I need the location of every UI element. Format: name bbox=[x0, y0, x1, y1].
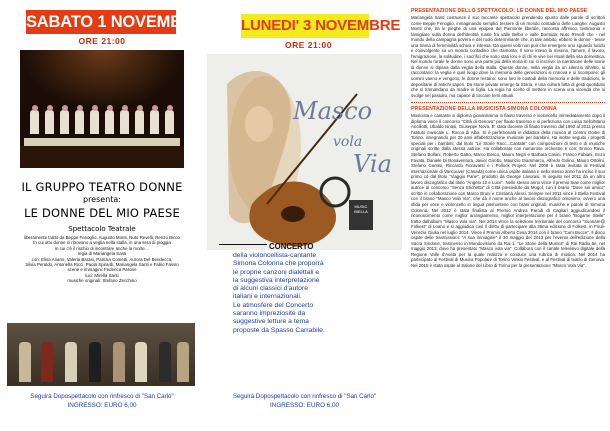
left-entry-price: INGRESSO: EURO 6,00 bbox=[67, 402, 137, 409]
concert-line: italiani e internazionali. bbox=[233, 293, 302, 301]
album-text-vola: vola bbox=[333, 134, 363, 150]
credit-line: scene e immagini: Federica Parone bbox=[67, 267, 137, 273]
presenta-label: presenta: bbox=[82, 195, 121, 204]
middle-event-column bbox=[207, 0, 402, 431]
album-text-via: Via bbox=[353, 150, 392, 178]
left-time: ORE 21:00 bbox=[78, 36, 126, 46]
concert-line: suggestive letture a tema bbox=[233, 318, 309, 326]
show-presentation-body: Mariangela Santi costruisce il suo toccante spettacolo prendendo spunto dalle parole di scrittori come Beppe Fenoglio, inmaginando semplici tessere di un mondo contadino delle Langhe: Augusto Monti che, tra le pieghe di una epopea del Piemonte liberale, racconta affresco, testimonia e famigliare sulla donna dell'identità rurale fra valle Belbo e valle Bormida; Nuto Revelli che - nel mondo della campagna povera e del ruolo determinante che, in tale ambito, ebbero le donne - tesse una trama di femminilità schiva e intensa. Da questi volti non può che emergere uno sguardo lucido e coinvolgente su un mondo contadino che tramonta. Il sono inteso la miseria, l'amore, il lavoro, l'emigrazione, la solitudine, i sacrifici che sono stati loro e di chi le vive nei rituali della vita domestica. Nel mondo rurale le donne sono una parte più della storia in cui si inscrive: la narrazione delle storie di donne si dipana dalla veglia della stalla. Queste donne, nella veglia da un silenzio all'altro, si raccontano: la veglia è quel luogo dove la memoria delle generazioni si rinnova e si ricompone; gli uomini vanno e vengono, le donne restano: sono loro le custodi della memoria e delle tradizioni, le depositarie di antichi saperi. Da storie private emerge la Storia, e una cultura fatta di gesti quotidiani che si tramandano da madre in figlia. La regia ha scelto di mettere in scena una vicenda che si svolge nel passato, ma capace di toccare temi attuali. bbox=[411, 15, 605, 98]
show-subtitle: Spettacolo Teatrale bbox=[68, 225, 136, 233]
concert-line: Le atmosfere del Concerto bbox=[233, 301, 314, 309]
concert-line: saranno impreziosite da bbox=[233, 310, 306, 318]
middle-afterparty-note: Seguirà Dopospettacolo con rinfresco di "San Carlo" bbox=[232, 393, 377, 400]
theater-stage-photo bbox=[20, 50, 184, 168]
credit-line: musiche originali: Stefano Zecchino bbox=[67, 278, 137, 284]
group-name: IL GRUPPO TEATRO DONNE bbox=[21, 180, 183, 194]
left-event-column bbox=[0, 0, 204, 431]
concert-line: Simona Colonna che proporrà bbox=[233, 260, 324, 268]
theater-scene-photo bbox=[7, 323, 195, 386]
credit-line: Silvia Peraldo, Antonella Ricci, Paola Spirardi, Mariangela Santi e Fabio Fassio bbox=[25, 262, 179, 268]
credit-line: luci: Mirella Santi bbox=[85, 272, 119, 278]
right-text-column bbox=[405, 0, 610, 431]
music-biella-logo: MUSIC BIELLA bbox=[349, 200, 373, 230]
musician-presentation-body: Musicista e cantante si diploma giovanissima in flauto traverso e violoncello immediatamente dopo il diploma vince il concorso "Città di Genova" per flauto traverso e si perfeziona con Luisa Sello/Mario Ancillotti, Ubaldo Isnasi, Giuseppe Nova. E' stata docente di flauto traverso dal 1993 al 2011 presso l'istituto musicale L. Rocca di Alba. Si è perfezionata in didattica della musica al Centro Goitre di Torino, insegnando per 20 anni alfabetizzazione musicale per bambini. Ha inoltre seguito i progetti speciali per i bambini, dal titolo "Le Storie Racc...Cantate" con composizioni di testi e di musiche originali scritte dalla stessa autrice. Ha collaborato con numerose orchestre e con: Enrico Rava, Stefano Bollani, Roberto Gatto, Marco Bosco, Mauro Negri e Barbara Casini, Franco Fabiani, Enzo Favata, Daniele Di Bonaventura, Javier Girotto, Maurizio Giammarco, Alfredo Golino, Mauro Ottolini, Stefano Cantini, Riccardo Fioravanti e i Pollock Project. Nel 2008 è stata invitata al Festival internazionale di Vancouver (Canada) come unica ospite italiana e nello stesso anno ha inciso il suo primo cd dal titolo "Viaggio Pane", prodotto da George Lavorasi. In seguito nel 2011 da un altro lavoro discografico dal titolo "Angelo 10 e Luce". Nello stesso anno vince il premio Siae come miglior autrice al concorso "Senza Etichetta" di Città presieduto da Mogol, con il brano "Dove sei amico" scritto in collaborazione con Marco Bruni e Cristiana Alessi. Sempre nel 2011 vince il Biella Festival con il brano "Masco Vola Via", che dà il nome anche al lavoro discografico omonimo, ovvero una sfida per voce e violoncello in lingua piemontese con brani originali, musiche e parole di Simona Colonna. Nel 2012 è stata finalista al Premio Andrea Parodi di Cagliari aggiudicandosi il riconoscimento come miglior arrangiamento, miglior interpretazione per il brano "Bogame Steile" tratto dall'album "Masco vola via". Nel 2014 vince la selezione territoriale del concorso "Suonare@ Folkest" di Loano e si aggiudica così il diritto di partecipare alla 36ma edizione di Folkest, in Friuli-Venezia Giulia nel luglio 2014. Vince il Premio Alberto Cesa 2014 con il brano "Cum Bucce". Il disco ospite delle trasmissioni: "A sua immagine" il 30 maggio del 2013 per l'evento dell'edizione della Sacra Sindone, trasmesso in Mondovisione da Rai 1, "Le Storie della Musica" di Rai Radio 6e, nel maggio 2013, dove ha presentato "Masco vola via". Collabora con il canale televisivo digitale della Regione Valle d'Aosta per la quale realizza e conduce una rubrica di musica. Nel 2014 ha partecipato al Festival di Musica Popolare di Torino Vinkio Festival, e al Festival di teatro di Genova. Nel 2015 è stata ospite al Salone del Libro di Torino per la presentazione "Masco Vola Via". bbox=[411, 113, 605, 268]
show-credits bbox=[12, 235, 192, 284]
concert-line: proposte da Spasso Carrabile. bbox=[233, 326, 325, 334]
credit-line: con: Elisa Ariano, Valeria Barasi, Patrizia Cometti, Aurora Del Bendecca, bbox=[31, 256, 173, 262]
middle-date-banner: LUNEDI' 3 NOVEMBRE bbox=[241, 14, 369, 38]
credit-line: in cui c'è il rischio di incontrare anche la morte… bbox=[54, 245, 150, 251]
show-presentation-title: PRESENTAZIONE DELLO SPETTACOLO: LE DONNE DEL MIO PAESE bbox=[411, 8, 588, 14]
credit-line: liberamente tratto da Beppe Fenoglio, Augusto Monti, Nuto Revelli, Renzo Bicco bbox=[24, 235, 180, 240]
middle-entry-price: INGRESSO: EURO 6,00 bbox=[270, 402, 339, 409]
concert-description bbox=[233, 252, 383, 335]
album-text-masco: Masco bbox=[293, 97, 373, 125]
concert-line: di alcuni classici d'autore bbox=[233, 285, 308, 293]
credit-line: In cui otto donne si ritrovano a veglia nella stalla, in una sera di pioggia bbox=[33, 240, 171, 246]
musician-presentation-title: PRESENTAZIONE DELLA MUSICISTA SIMONA COLONNA bbox=[411, 106, 557, 113]
section-divider bbox=[411, 102, 605, 103]
middle-time: ORE 21:00 bbox=[284, 40, 333, 50]
concert-line: la suggestiva interpretazione bbox=[233, 276, 320, 284]
show-title: LE DONNE DEL MIO PAESE bbox=[24, 206, 180, 220]
credit-line: regia di Mariangela Santi bbox=[77, 251, 127, 257]
concert-line: della violoncellista-cantante bbox=[233, 252, 317, 259]
left-afterparty-note: Seguirà Dopospettacolo con rinfresco di "San Carlo" bbox=[30, 393, 174, 400]
left-date-banner: SABATO 1 NOVEMBRE bbox=[26, 10, 176, 34]
concert-line: le proprie canzoni dialettali e bbox=[233, 268, 320, 276]
concert-title: CONCERTO bbox=[269, 240, 389, 251]
